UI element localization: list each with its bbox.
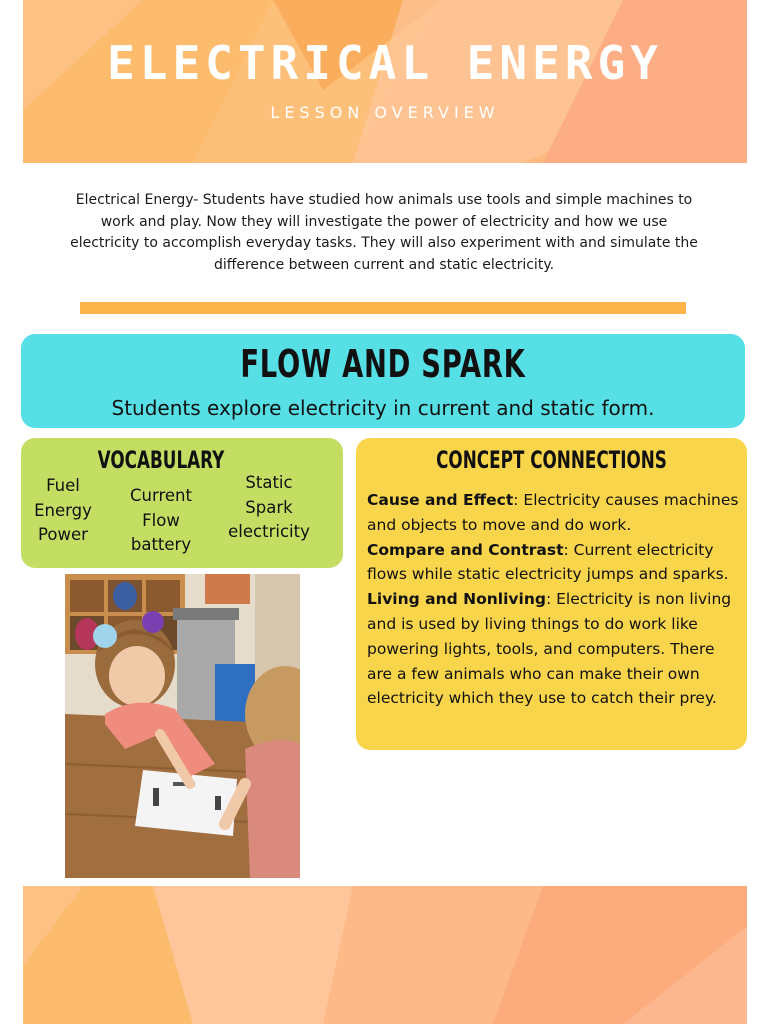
concept-item <box>367 587 739 711</box>
page-title: ELECTRICAL ENERGY <box>107 36 663 90</box>
theme-box <box>21 334 745 428</box>
concept-item <box>367 538 739 588</box>
concept-text: : Current electricity flows while static electricity jumps and sparks. <box>367 540 729 584</box>
header-banner <box>23 0 747 163</box>
theme-subtitle: Students explore electricity in current and static form. <box>111 396 655 420</box>
concept-text: : Electricity causes machines and objects to move and do work. <box>367 491 739 534</box>
vocabulary-column-1 <box>25 474 101 548</box>
vocabulary-column-3 <box>221 471 317 545</box>
vocabulary-box <box>21 438 343 568</box>
intro-paragraph: Electrical Energy- Students have studied how animals use tools and simple machines to work and play. Now they will investigate the power of electricity and how we use electricity to accomplish everyday tasks. They will also experiment with and simulate the difference between current and static electricity. <box>70 192 698 273</box>
vocab-word: Spark <box>245 497 293 517</box>
vocab-word: Static <box>245 473 293 492</box>
vocabulary-column-2 <box>117 484 205 558</box>
vocab-word: battery <box>130 535 192 554</box>
vocab-word: Current <box>130 486 192 505</box>
vocab-word: Energy <box>34 500 92 520</box>
footer-geometric-background <box>23 886 747 1024</box>
vocab-word: electricity <box>228 522 310 541</box>
vocab-word: Flow <box>142 510 180 530</box>
classroom-photo <box>65 574 300 878</box>
concept-connections-title: CONCEPT CONNECTIONS <box>436 446 667 474</box>
vocabulary-title: VOCABULARY <box>97 446 225 474</box>
students-experiment-illustration <box>65 574 300 878</box>
theme-title: FLOW AND SPARK <box>240 342 526 386</box>
concept-text: : Electricity is non living and is used by living things to do work like powering lights, tools, and computers. There are a few animals who can make their own electricity which they use to catch their prey. <box>367 590 732 708</box>
concept-connections-box <box>356 438 747 750</box>
concept-connections-body <box>367 488 739 711</box>
concept-term: Compare and Contrast <box>367 540 564 559</box>
footer-banner <box>23 886 747 1024</box>
concept-item <box>367 488 739 538</box>
vocab-word: Power <box>38 525 88 544</box>
concept-term: Living and Nonliving <box>367 590 546 609</box>
page-subtitle: LESSON OVERVIEW <box>270 103 500 122</box>
concept-term: Cause and Effect <box>367 491 514 509</box>
vocab-word: Fuel <box>46 476 80 495</box>
section-divider <box>80 302 686 314</box>
